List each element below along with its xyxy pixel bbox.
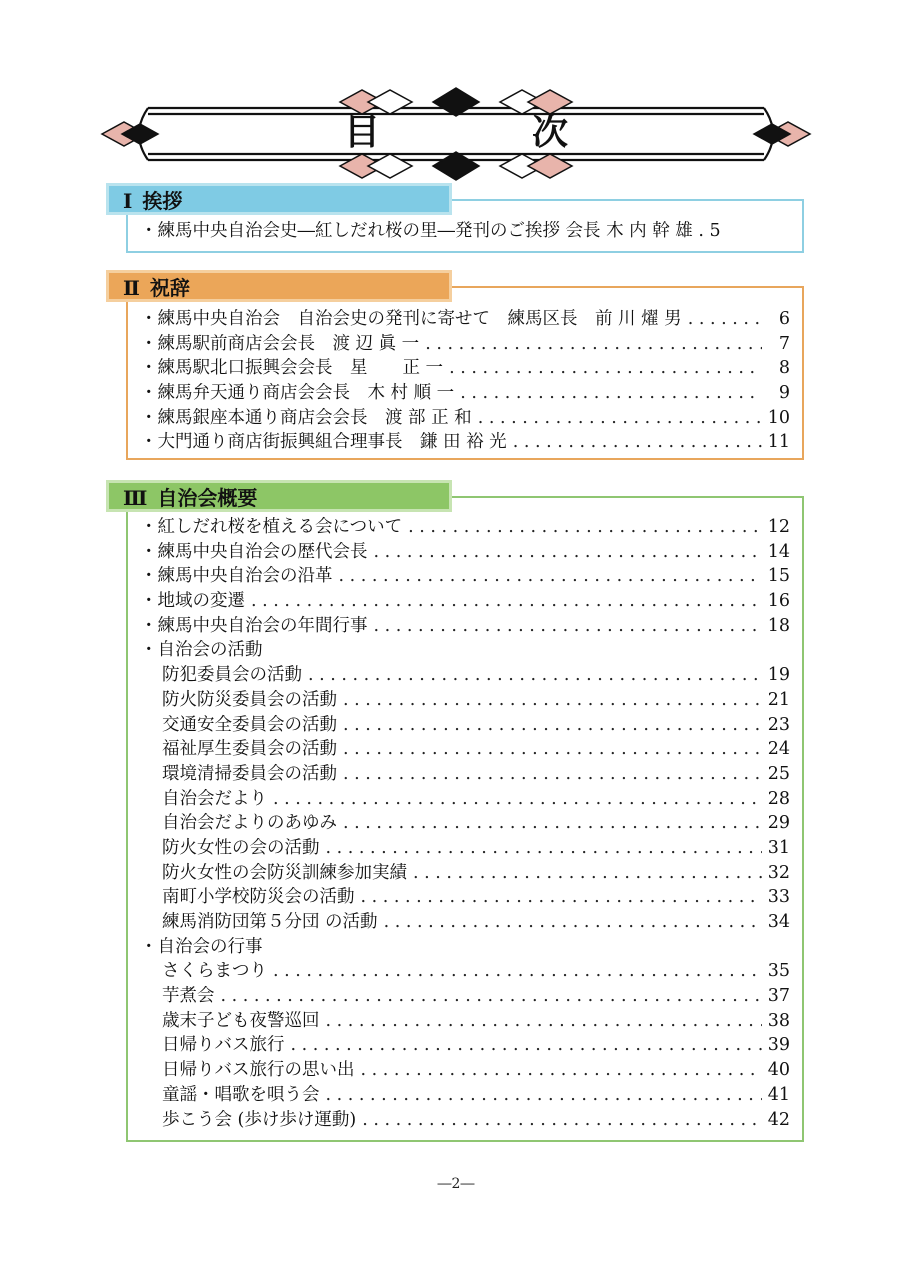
toc-entry-page: 35 xyxy=(767,961,790,982)
toc-entry-label: ・自治会の行事 xyxy=(140,936,263,957)
toc-entry-page: 40 xyxy=(767,1060,790,1081)
toc-entry-label: ・地域の変遷 xyxy=(140,591,245,612)
toc-entry-label: 歩こう会 (歩け歩け運動) xyxy=(162,1109,357,1130)
section-greeting xyxy=(106,183,804,255)
leader-dots xyxy=(478,406,762,431)
leader-dots xyxy=(374,540,763,565)
toc-entry-label: ・練馬弁天通り商店会会長 木 村 順 一 xyxy=(140,383,455,404)
leader-dots xyxy=(513,430,762,455)
toc-entry-page: 37 xyxy=(767,986,790,1007)
toc-entry[interactable] xyxy=(140,219,790,244)
toc-entry[interactable] xyxy=(140,811,790,836)
toc-entry[interactable] xyxy=(140,713,790,738)
toc-entry[interactable] xyxy=(140,1058,790,1083)
leader-dots xyxy=(425,332,762,357)
toc-entry-label: 南町小学校防災会の活動 xyxy=(162,887,355,908)
toc-entry-label: ・練馬中央自治会の歴代会長 xyxy=(140,541,368,562)
toc-entry-page: 38 xyxy=(767,1010,790,1031)
toc-entry-page: 6 xyxy=(778,309,790,329)
title-banner xyxy=(100,84,812,184)
toc-entry[interactable] xyxy=(140,540,790,565)
section-overview xyxy=(106,480,804,1144)
toc-entry[interactable] xyxy=(140,356,790,381)
toc-entry-label: 防火女性の会防災訓練参加実績 xyxy=(162,862,407,883)
toc-entry-page: 24 xyxy=(767,739,790,760)
toc-entry-page: 23 xyxy=(767,714,790,735)
toc-entry[interactable] xyxy=(140,430,790,455)
toc-entry[interactable] xyxy=(140,910,790,935)
toc-entry-page: 15 xyxy=(767,566,790,587)
page-number: ―2― xyxy=(437,1176,475,1192)
section-number: Ⅱ xyxy=(123,276,140,300)
toc-entry[interactable] xyxy=(140,688,790,713)
toc-entry[interactable] xyxy=(140,381,790,406)
toc-entry-page: 8 xyxy=(778,358,790,379)
section-number: Ⅰ xyxy=(123,189,133,213)
toc-entry[interactable] xyxy=(140,332,790,357)
toc-entry-label: 環境清掃委員会の活動 xyxy=(162,763,337,784)
leader-dots xyxy=(273,959,762,984)
section-heading xyxy=(106,270,452,302)
toc-entry[interactable] xyxy=(140,1083,790,1108)
section-title: 祝辞 xyxy=(149,276,190,300)
toc-entry[interactable] xyxy=(140,836,790,861)
toc-entry-page: 39 xyxy=(767,1035,790,1056)
toc-entry-label: 童謡・唱歌を唄う会 xyxy=(162,1084,320,1105)
toc-entry-page: 28 xyxy=(767,788,790,809)
leader-dots xyxy=(361,1058,763,1083)
section-title: 自治会概要 xyxy=(157,486,258,510)
leader-dots xyxy=(326,1009,763,1034)
leader-dots xyxy=(343,762,762,787)
toc-entry-label: ・練馬銀座本通り商店会会長 渡 部 正 和 xyxy=(140,407,472,428)
leader-dots xyxy=(688,307,762,332)
toc-entry[interactable] xyxy=(140,307,790,332)
leader-dots xyxy=(273,787,762,812)
toc-entry[interactable] xyxy=(140,1009,790,1034)
toc-entry-label: ・練馬中央自治会 自治会史の発刊に寄せて 練馬区長 前 川 燿 男 xyxy=(140,309,682,329)
toc-entry-page: 9 xyxy=(778,383,790,404)
toc-list xyxy=(140,515,790,1132)
toc-entry[interactable] xyxy=(140,663,790,688)
toc-entry-label: 防火女性の会の活動 xyxy=(162,837,320,858)
leader-dots xyxy=(343,688,762,713)
section-number: Ⅲ xyxy=(123,486,148,510)
toc-entry[interactable] xyxy=(140,737,790,762)
toc-entry-label: 防火防災委員会の活動 xyxy=(162,689,337,710)
toc-entry-page: 12 xyxy=(767,517,790,537)
toc-entry-page: 14 xyxy=(767,541,790,562)
toc-entry-page: 29 xyxy=(767,813,790,834)
leader-dots xyxy=(384,910,762,935)
toc-entry[interactable] xyxy=(140,614,790,639)
toc-entry-label: 福祉厚生委員会の活動 xyxy=(162,739,337,760)
toc-entry[interactable] xyxy=(140,589,790,614)
toc-entry-page: 34 xyxy=(767,912,790,932)
toc-entry-page: 42 xyxy=(767,1109,790,1130)
section-heading xyxy=(106,480,452,512)
leader-dots xyxy=(339,564,763,589)
toc-entry[interactable] xyxy=(140,787,790,812)
toc-entry[interactable] xyxy=(140,515,790,540)
toc-entry-label: ・練馬中央自治会の年間行事 xyxy=(140,615,368,636)
toc-entry[interactable] xyxy=(140,861,790,886)
leader-dots xyxy=(361,885,763,910)
toc-entry[interactable] xyxy=(140,406,790,431)
toc-entry-page: 32 xyxy=(767,862,790,883)
toc-entry-label: ・紅しだれ桜を植える会について xyxy=(140,517,403,537)
leader-dots xyxy=(221,984,763,1009)
toc-entry[interactable] xyxy=(140,1108,790,1133)
toc-entry-label: ・練馬中央自治会の沿革 xyxy=(140,566,333,587)
leader-dots xyxy=(251,589,762,614)
leader-dots xyxy=(308,663,762,688)
toc-entry-label: 日帰りバス旅行 xyxy=(162,1035,285,1056)
toc-entry[interactable] xyxy=(140,1033,790,1058)
toc-entry-page: 7 xyxy=(778,333,790,354)
toc-list xyxy=(140,307,790,455)
toc-entry-label: 自治会だより xyxy=(162,788,267,809)
toc-entry[interactable] xyxy=(140,984,790,1009)
leader-dots xyxy=(343,811,762,836)
toc-group-heading xyxy=(140,935,790,960)
section-congratulations xyxy=(106,270,804,462)
leader-dots xyxy=(362,1108,762,1133)
toc-entry-label: 防犯委員会の活動 xyxy=(162,665,302,686)
leader-dots xyxy=(460,381,762,406)
leader-dots xyxy=(326,1083,763,1108)
toc-entry-label: ・練馬駅前商店会会長 渡 辺 眞 一 xyxy=(140,333,420,354)
toc-list xyxy=(140,219,790,244)
toc-entry-label: 芋煮会 xyxy=(162,986,215,1007)
toc-entry-page: 41 xyxy=(767,1084,790,1105)
toc-group-heading xyxy=(140,638,790,663)
toc-entry-page: 31 xyxy=(767,837,790,858)
leader-dots xyxy=(408,515,762,540)
toc-entry-label: ・大門通り商店街振興組合理事長 鎌 田 裕 光 xyxy=(140,432,507,453)
toc-entry-page: 18 xyxy=(767,615,790,636)
leader-dots xyxy=(343,713,762,738)
toc-entry-page: 10 xyxy=(767,407,790,428)
toc-entry-label: ・練馬駅北口振興会会長 星 正 一 xyxy=(140,358,444,379)
toc-entry-label: 交通安全委員会の活動 xyxy=(162,714,337,735)
toc-entry-page: 19 xyxy=(767,665,790,686)
toc-entry-page: 21 xyxy=(767,689,790,710)
toc-entry-page: 11 xyxy=(767,432,790,453)
toc-entry-page: 16 xyxy=(767,591,790,612)
leader-dots xyxy=(374,614,763,639)
toc-entry[interactable] xyxy=(140,564,790,589)
toc-entry-page: 33 xyxy=(767,887,790,908)
leader-dots xyxy=(291,1033,763,1058)
toc-entry-label: ・自治会の活動 xyxy=(140,640,263,661)
toc-entry-page: 25 xyxy=(767,763,790,784)
toc-entry-label: 練馬消防団第５分団 の活動 xyxy=(162,912,378,932)
toc-entry-label: 日帰りバス旅行の思い出 xyxy=(162,1060,355,1081)
leader-dots xyxy=(326,836,763,861)
section-title: 挨拶 xyxy=(142,189,183,213)
toc-entry[interactable] xyxy=(140,885,790,910)
page-title: 目 次 xyxy=(343,111,626,153)
leader-dots xyxy=(343,737,762,762)
toc-entry-label: 歳末子ども夜警巡回 xyxy=(162,1010,320,1031)
leader-dots xyxy=(449,356,762,381)
toc-entry[interactable] xyxy=(140,959,790,984)
leader-dots xyxy=(413,861,762,886)
toc-entry[interactable] xyxy=(140,762,790,787)
toc-entry-label: ・練馬中央自治会史―紅しだれ桜の里―発刊のご挨拶 会長 木 内 幹 雄 . 5 xyxy=(140,221,721,241)
section-heading xyxy=(106,183,452,215)
toc-entry-label: 自治会だよりのあゆみ xyxy=(162,813,337,834)
toc-entry-label: さくらまつり xyxy=(162,961,267,982)
